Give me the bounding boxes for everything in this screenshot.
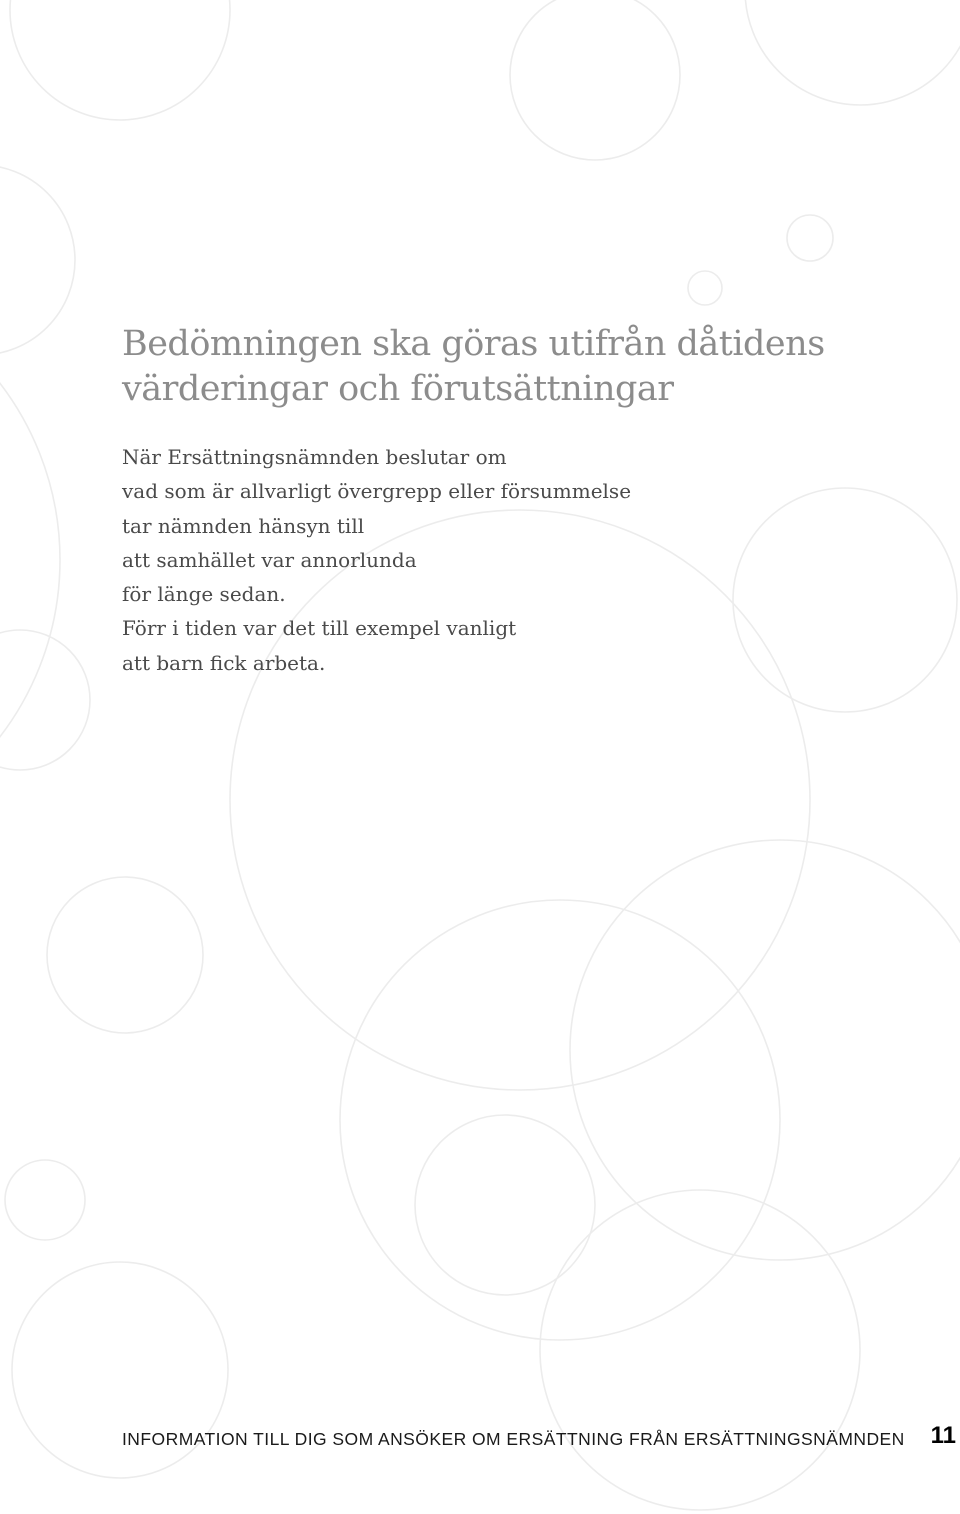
decor-circle bbox=[0, 165, 75, 355]
page-number: 11 bbox=[930, 1422, 956, 1449]
body-paragraph bbox=[122, 440, 822, 680]
body-line: Förr i tiden var det till exempel vanligt bbox=[122, 616, 517, 641]
decor-circle bbox=[510, 0, 680, 160]
decor-circle bbox=[688, 271, 722, 305]
page-heading bbox=[122, 322, 922, 412]
decor-circle bbox=[787, 215, 833, 261]
body-line: för länge sedan. bbox=[122, 582, 286, 607]
decor-circle bbox=[47, 877, 203, 1033]
decor-circle bbox=[5, 1160, 85, 1240]
decor-circle bbox=[415, 1115, 595, 1295]
body-line: att samhället var annorlunda bbox=[122, 547, 417, 572]
decor-circle bbox=[745, 0, 960, 105]
heading-line-1: Bedömningen ska göras utifrån dåtidens bbox=[122, 324, 825, 364]
body-line: att barn fick arbeta. bbox=[122, 650, 326, 675]
body-line: tar nämnden hänsyn till bbox=[122, 513, 365, 538]
decor-circle bbox=[10, 0, 230, 120]
body-line: vad som är allvarligt övergrepp eller försummelse bbox=[122, 479, 632, 504]
footer-publication-title: INFORMATION TILL DIG SOM ANSÖKER OM ERSÄTTNING FRÅN ERSÄTTNINGSNÄMNDEN bbox=[122, 1429, 905, 1449]
body-line: När Ersättningsnämnden beslutar om bbox=[122, 445, 507, 469]
heading-line-2: värderingar och förutsättningar bbox=[122, 369, 674, 409]
decor-circle bbox=[570, 840, 960, 1260]
